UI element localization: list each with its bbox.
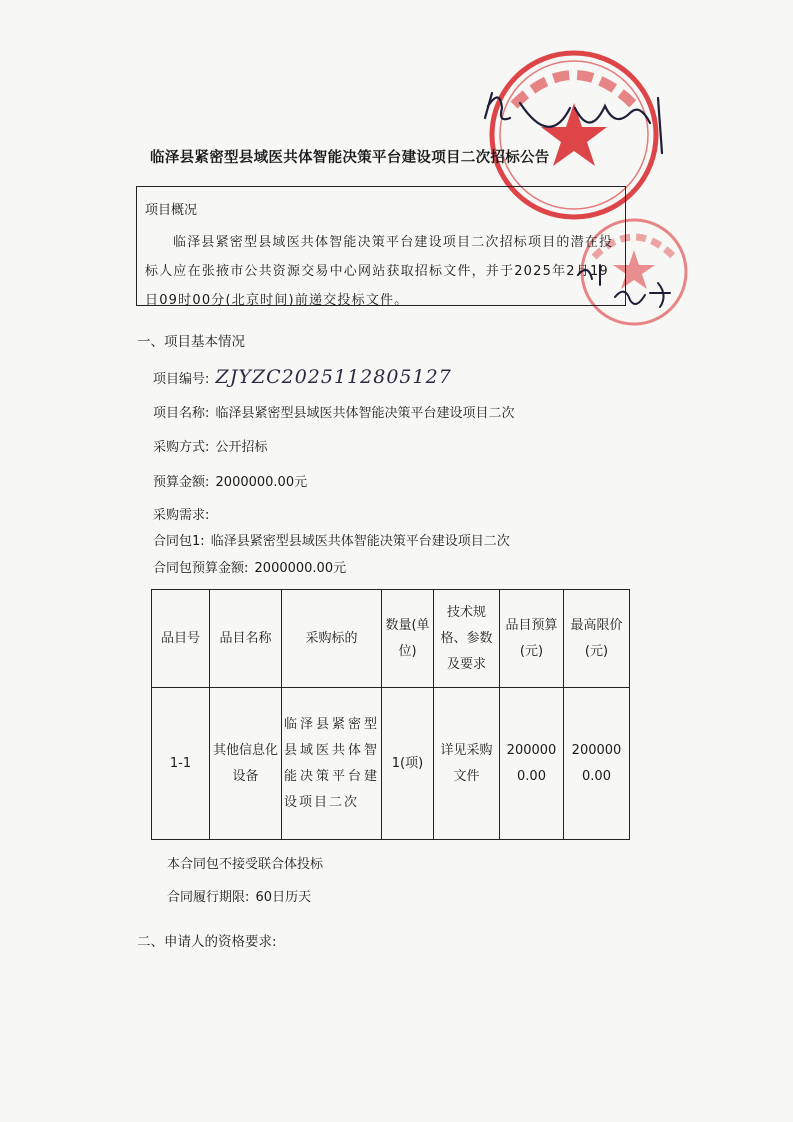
budget-value: 2000000.00元 bbox=[215, 475, 308, 490]
project-number-label: 项目编号: bbox=[153, 372, 210, 387]
table-header-cell: 采购标的 bbox=[282, 590, 382, 688]
table-cell: 1-1 bbox=[152, 688, 210, 840]
purchase-demand-label: 采购需求: bbox=[153, 508, 210, 523]
contract-period-value: 60日历天 bbox=[255, 890, 312, 905]
table-header-cell: 数量(单位) bbox=[382, 590, 434, 688]
contract-period-label: 合同履行期限: bbox=[167, 890, 250, 905]
package-budget-label: 合同包预算金额: bbox=[153, 561, 249, 576]
purchase-method-value: 公开招标 bbox=[215, 440, 268, 455]
project-overview-box bbox=[136, 186, 626, 306]
page-title: 临泽县紧密型县域医共体智能决策平台建设项目二次招标公告 bbox=[150, 150, 550, 166]
table-header-row bbox=[152, 590, 630, 688]
purchase-method-label: 采购方式: bbox=[153, 440, 210, 455]
section-2-heading: 二、申请人的资格要求: bbox=[137, 934, 277, 950]
budget-label: 预算金额: bbox=[153, 475, 210, 490]
table-cell: 1(项) bbox=[382, 688, 434, 840]
section-1-heading: 一、项目基本情况 bbox=[137, 334, 245, 350]
contract-package-label: 合同包1: bbox=[153, 534, 205, 549]
contract-period-row bbox=[167, 886, 311, 905]
contract-package-row bbox=[153, 530, 510, 549]
joint-bid-note: 本合同包不接受联合体投标 bbox=[167, 857, 324, 872]
table-cell: 其他信息化设备 bbox=[210, 688, 282, 840]
table-cell: 2000000.00 bbox=[500, 688, 564, 840]
procurement-items-table bbox=[151, 589, 630, 840]
package-budget-value: 2000000.00元 bbox=[254, 561, 347, 576]
table-header-cell: 品目名称 bbox=[210, 590, 282, 688]
project-number-row bbox=[153, 366, 452, 388]
contract-package-value: 临泽县紧密型县域医共体智能决策平台建设项目二次 bbox=[210, 534, 510, 549]
project-number-value: ZJYZC2025112805127 bbox=[215, 366, 452, 388]
table-header-cell: 品目号 bbox=[152, 590, 210, 688]
table-row bbox=[152, 688, 630, 840]
purchase-method-row bbox=[153, 436, 268, 455]
table-header-cell: 技术规格、参数及要求 bbox=[434, 590, 500, 688]
project-name-label: 项目名称: bbox=[153, 406, 210, 421]
budget-row bbox=[153, 471, 307, 490]
overview-body: 临泽县紧密型县域医共体智能决策平台建设项目二次招标项目的潜在投标人应在张掖市公共资源交易中心网站获取招标文件，并于2025年2月19日09时00分(北京时间)前递交投标文件。 bbox=[145, 235, 614, 308]
table-cell: 详见采购文件 bbox=[434, 688, 500, 840]
package-budget-row bbox=[153, 557, 346, 576]
table-header-cell: 品目预算(元) bbox=[500, 590, 564, 688]
project-name-value: 临泽县紧密型县域医共体智能决策平台建设项目二次 bbox=[215, 406, 515, 421]
project-name-row bbox=[153, 402, 515, 421]
table-header-cell: 最高限价(元) bbox=[564, 590, 630, 688]
table-cell: 2000000.00 bbox=[564, 688, 630, 840]
overview-heading: 项目概况 bbox=[145, 203, 198, 218]
table-cell: 临泽县紧密型县域医共体智能决策平台建设项目二次 bbox=[282, 688, 382, 840]
